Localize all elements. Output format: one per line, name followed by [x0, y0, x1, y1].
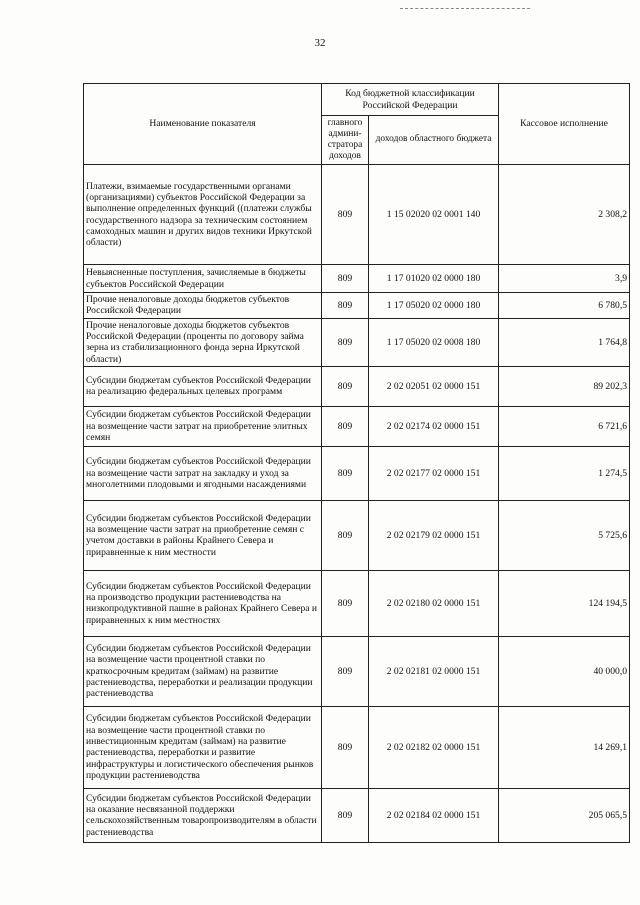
row-admin-code: 809: [322, 570, 369, 636]
row-admin-code: 809: [322, 500, 369, 570]
header-income: доходов областного бюджета: [369, 116, 499, 165]
row-income-code: 2 02 02179 02 0000 151: [369, 500, 499, 570]
row-income-code: 1 17 05020 02 0000 180: [369, 293, 499, 319]
row-admin-code: 809: [322, 788, 369, 842]
row-admin-code: 809: [322, 366, 369, 406]
row-name: Субсидии бюджетам субъектов Российской Федерации на возмещение части затрат на приобретение элитных семян: [84, 406, 322, 446]
row-admin-code: 809: [322, 318, 369, 366]
row-admin-code: 809: [322, 406, 369, 446]
scan-mark: [400, 8, 530, 11]
row-name: Субсидии бюджетам субъектов Российской Федерации на оказание несвязанной поддержки сельскохозяйственным товаропроизводителям в области растениеводства: [84, 788, 322, 842]
row-amount: 14 269,1: [499, 706, 630, 788]
row-amount: 3,9: [499, 265, 630, 293]
table-row: [84, 788, 630, 842]
row-name: Субсидии бюджетам субъектов Российской Федерации на производство продукции растениеводства на низкопродуктивной пашне в районах Крайнего Севера и приравненных к ним местностях: [84, 570, 322, 636]
table-row: [84, 500, 630, 570]
table-row: [84, 366, 630, 406]
row-amount: 1 764,8: [499, 318, 630, 366]
table-row: [84, 706, 630, 788]
row-income-code: 2 02 02180 02 0000 151: [369, 570, 499, 636]
table-row: [84, 265, 630, 293]
row-income-code: 2 02 02181 02 0000 151: [369, 636, 499, 706]
row-name: Прочие неналоговые доходы бюджетов субъектов Российской Федерации (проценты по договору займа зерна из стабилизационного фонда зерна Иркутской области): [84, 318, 322, 366]
header-code-group: Код бюджетной классификации Российской Федерации: [322, 84, 499, 116]
header-kassa: Кассовое исполнение: [499, 84, 630, 165]
row-name: Субсидии бюджетам субъектов Российской Федерации на реализацию федеральных целевых программ: [84, 366, 322, 406]
table-row: [84, 406, 630, 446]
row-name: Субсидии бюджетам субъектов Российской Федерации на возмещение части затрат на приобретение семян с учетом доставки в районы Крайнего Севера и приравненные к ним местности: [84, 500, 322, 570]
row-income-code: 2 02 02182 02 0000 151: [369, 706, 499, 788]
row-amount: 124 194,5: [499, 570, 630, 636]
row-amount: 40 000,0: [499, 636, 630, 706]
row-income-code: 1 15 02020 02 0001 140: [369, 165, 499, 265]
table-row: [84, 293, 630, 319]
row-name: Субсидии бюджетам субъектов Российской Федерации на возмещение части затрат на закладку и уход за многолетними плодовыми и ягодными насаждениями: [84, 446, 322, 500]
row-amount: 205 065,5: [499, 788, 630, 842]
row-admin-code: 809: [322, 165, 369, 265]
row-amount: 89 202,3: [499, 366, 630, 406]
table-row: [84, 570, 630, 636]
row-name: Невыясненные поступления, зачисляемые в бюджеты субъектов Российской Федерации: [84, 265, 322, 293]
row-amount: 6 721,6: [499, 406, 630, 446]
row-admin-code: 809: [322, 446, 369, 500]
row-income-code: 2 02 02184 02 0000 151: [369, 788, 499, 842]
row-admin-code: 809: [322, 706, 369, 788]
row-income-code: 1 17 01020 02 0000 180: [369, 265, 499, 293]
row-name: Субсидии бюджетам субъектов Российской Федерации на возмещение части процентной ставки по краткосрочным кредитам (займам) на развитие растениеводства, переработки и реализации продукции растениеводства: [84, 636, 322, 706]
header-name: Наименование показателя: [84, 84, 322, 165]
table-row: [84, 318, 630, 366]
row-income-code: 1 17 05020 02 0008 180: [369, 318, 499, 366]
table-row: [84, 636, 630, 706]
table-row: [84, 165, 630, 265]
row-name: Платежи, взимаемые государственными органами (организациями) субъектов Российской Федерации за выполнение определенных функций ((платежи службы государственного надзора за техническим состоянием самоходных машин и других видов техники Иркутской области): [84, 165, 322, 265]
row-income-code: 2 02 02177 02 0000 151: [369, 446, 499, 500]
row-name: Прочие неналоговые доходы бюджетов субъектов Российской Федерации: [84, 293, 322, 319]
row-amount: 5 725,6: [499, 500, 630, 570]
row-amount: 1 274,5: [499, 446, 630, 500]
row-admin-code: 809: [322, 636, 369, 706]
row-income-code: 2 02 02051 02 0000 151: [369, 366, 499, 406]
page-number: 32: [314, 37, 326, 49]
row-admin-code: 809: [322, 265, 369, 293]
row-income-code: 2 02 02174 02 0000 151: [369, 406, 499, 446]
row-amount: 6 780,5: [499, 293, 630, 319]
row-name: Субсидии бюджетам субъектов Российской Федерации на возмещение части процентной ставки по инвестиционным кредитам (займам) на развитие растениеводства, переработки и развитие инфраструктуры и логистического обеспечения рынков продукции растениеводства: [84, 706, 322, 788]
table-row: [84, 446, 630, 500]
budget-table: [83, 83, 630, 843]
row-amount: 2 308,2: [499, 165, 630, 265]
header-admin: главного админи-стратора доходов: [322, 116, 369, 165]
row-admin-code: 809: [322, 293, 369, 319]
